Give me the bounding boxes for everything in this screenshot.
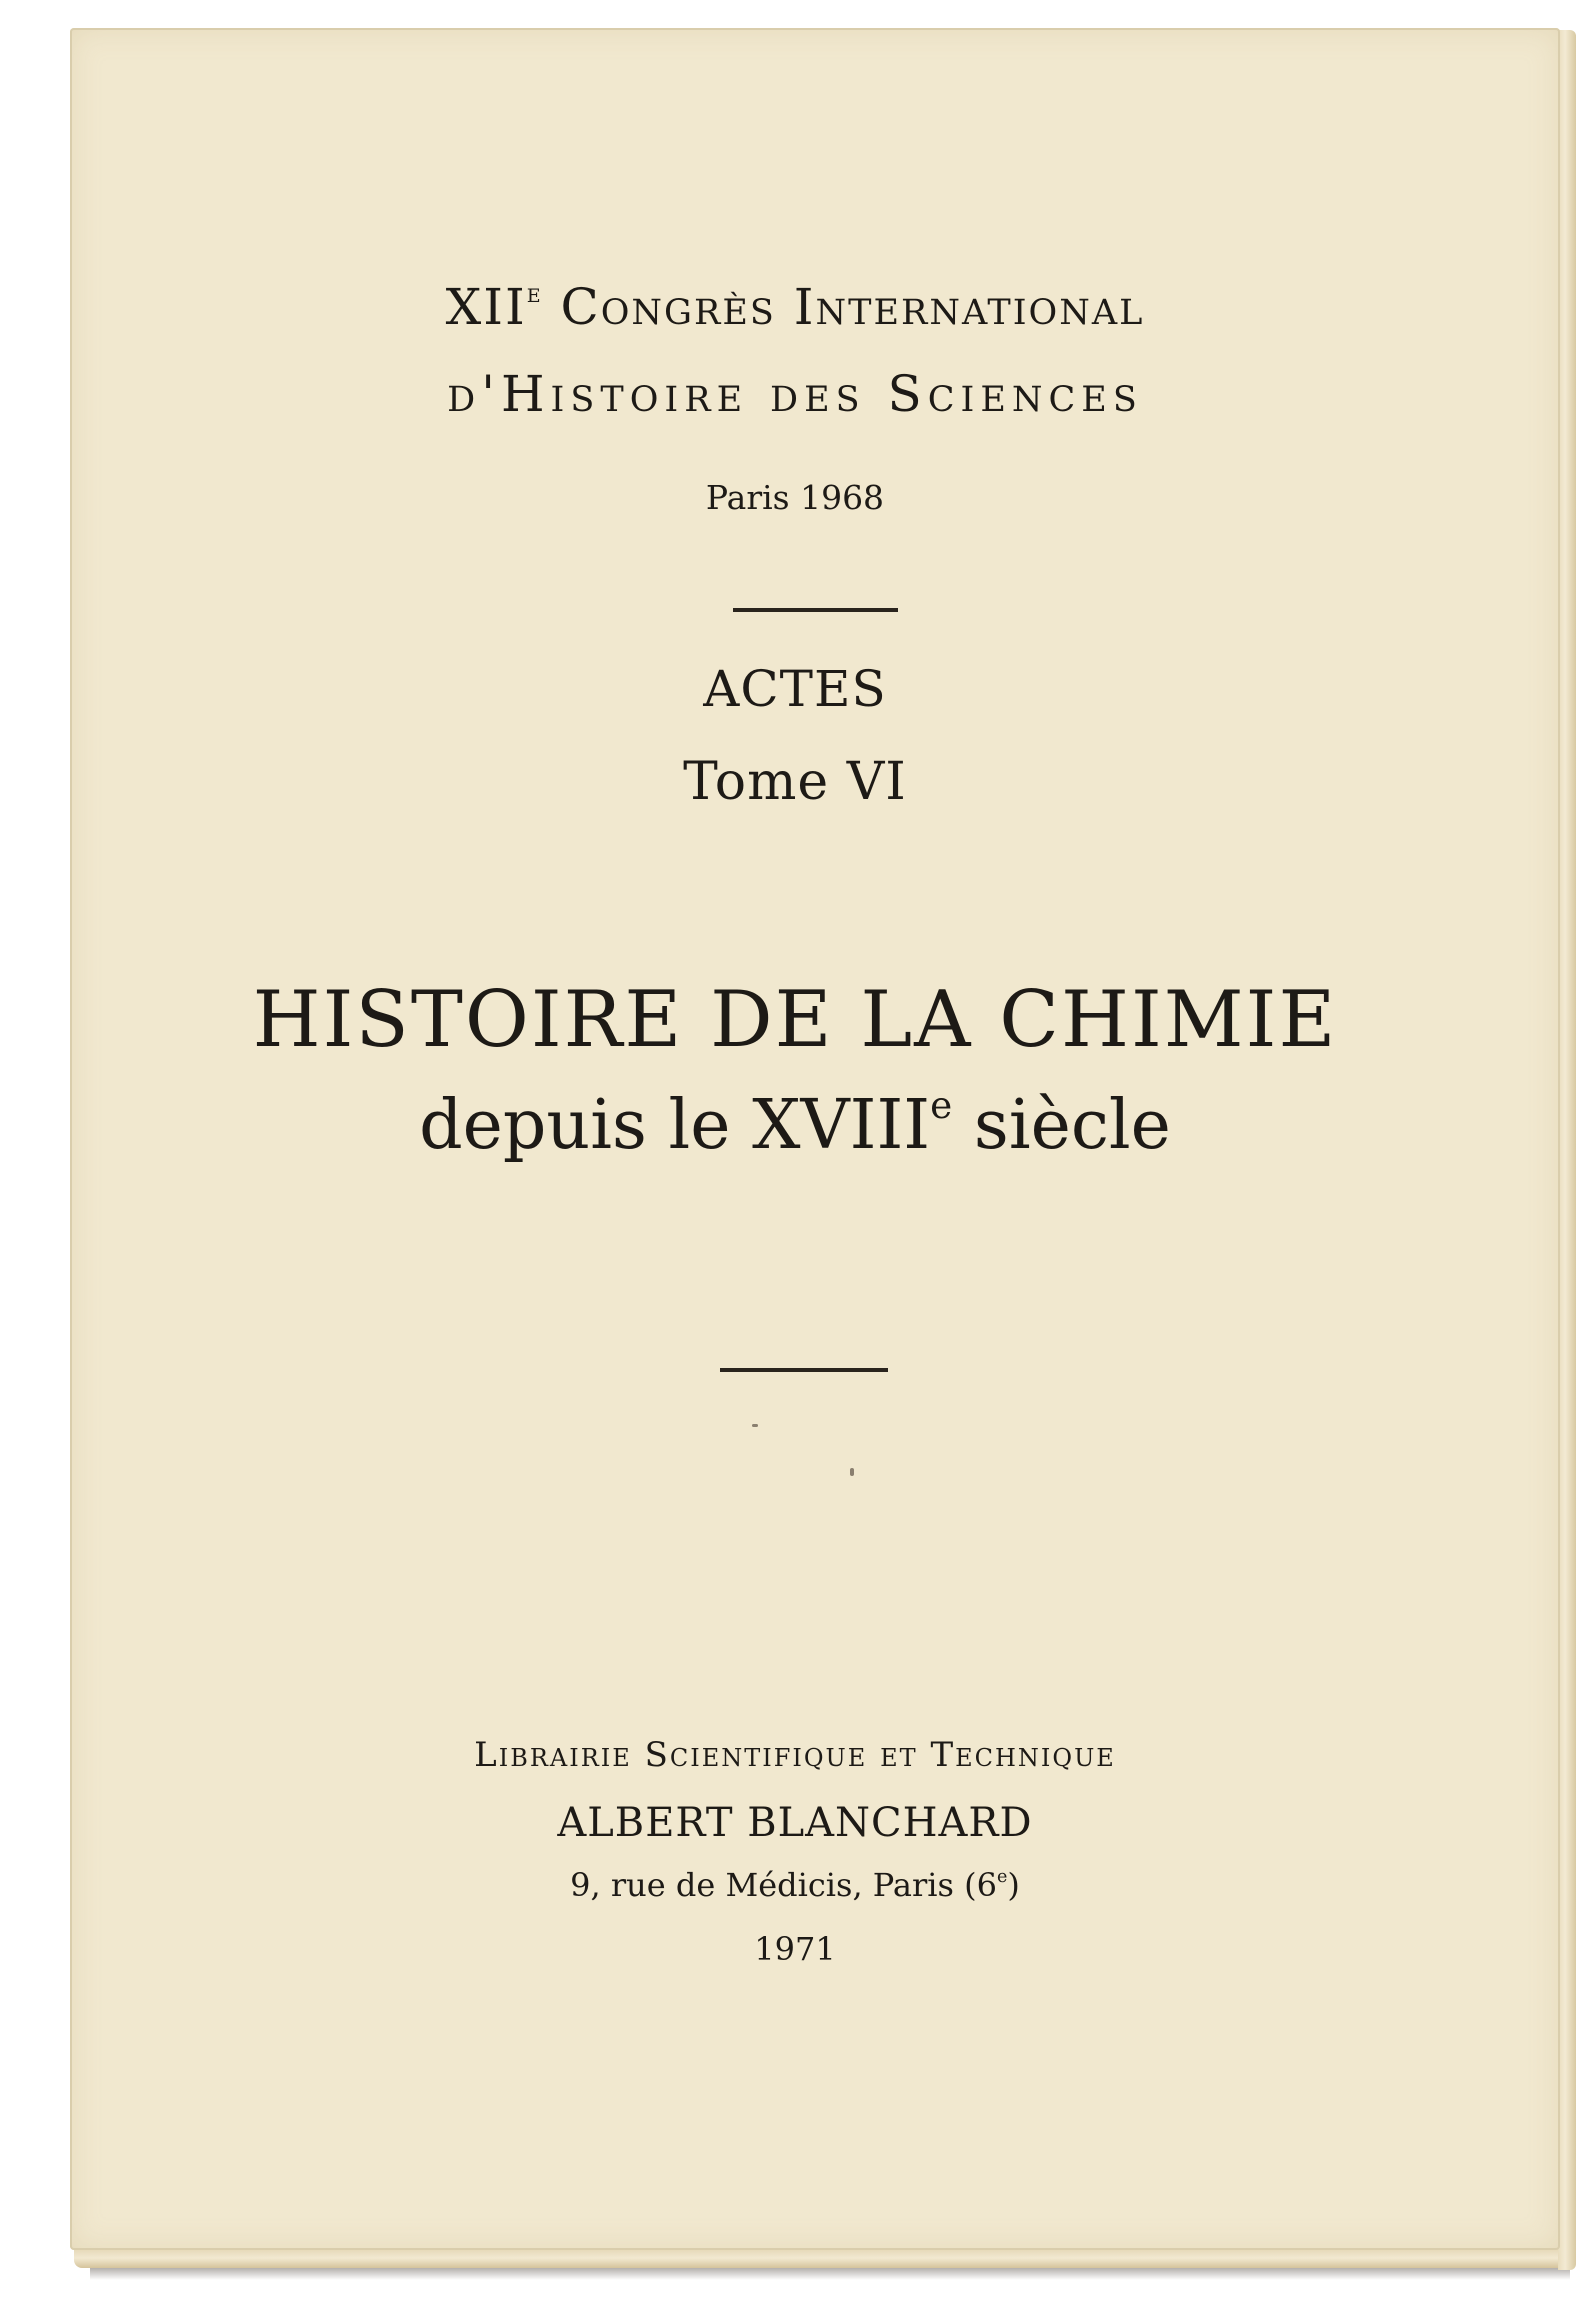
publisher-address <box>0 1866 1590 1904</box>
book-shadow <box>90 2266 1570 2280</box>
congress-rest: Congrès International <box>542 278 1145 336</box>
publisher-name: ALBERT BLANCHARD <box>557 1800 1033 1846</box>
publication-year: 1971 <box>754 1930 836 1968</box>
congress-roman: XII <box>445 278 527 336</box>
address-pre: 9, rue de Médicis, Paris (6 <box>570 1866 997 1904</box>
congress-title-line2: d'Histoire des Sciences <box>447 365 1143 423</box>
address-superscript: e <box>996 1866 1008 1887</box>
congress-superscript: e <box>526 277 543 309</box>
page-edge-bottom <box>74 2248 1574 2268</box>
tome-number: Tome VI <box>683 752 907 812</box>
book-subtitle <box>0 1083 1590 1165</box>
divider-rule-bottom <box>720 1368 888 1372</box>
book-title: HISTOIRE DE LA CHIMIE <box>252 975 1338 1065</box>
subtitle-superscript: e <box>930 1083 953 1128</box>
paper-speck <box>850 1468 854 1476</box>
divider-rule-top <box>733 608 898 612</box>
subtitle-post: siècle <box>952 1086 1171 1165</box>
subtitle-pre: depuis le XVIII <box>419 1086 931 1165</box>
congress-place-year: Paris 1968 <box>705 478 885 517</box>
actes-heading: ACTES <box>703 660 887 718</box>
address-post: ) <box>1007 1866 1020 1904</box>
congress-title-line1 <box>0 278 1590 336</box>
paper-speck <box>752 1424 758 1427</box>
publisher-line: Librairie Scientifique et Technique <box>474 1735 1116 1775</box>
